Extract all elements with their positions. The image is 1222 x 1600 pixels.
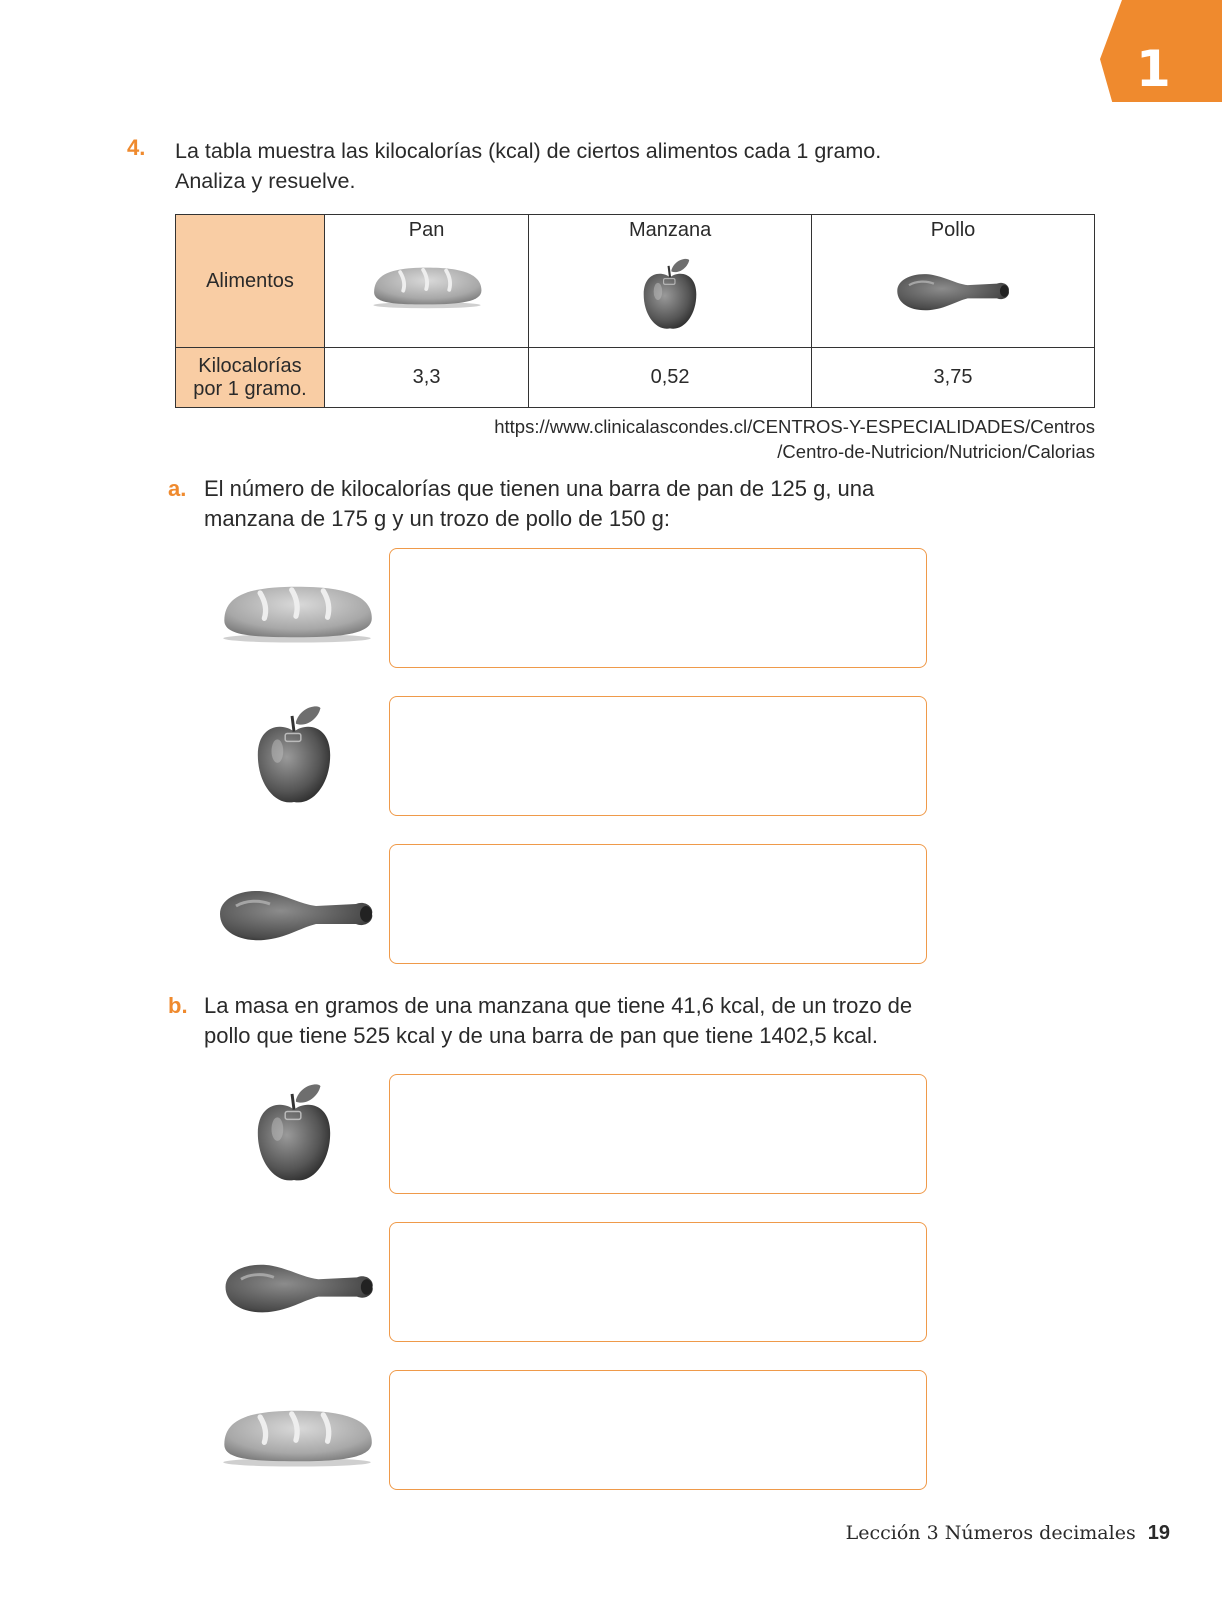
answer-box-b-pollo[interactable]: [389, 1222, 927, 1342]
food-name-pan: Pan: [408, 219, 445, 241]
question-line-2: Analiza y resuelve.: [175, 169, 356, 193]
header-kcal: [176, 348, 325, 408]
header-kcal-line-2: por 1 gramo.: [193, 377, 307, 400]
bread-icon: [368, 263, 486, 309]
answer-box-a-pollo[interactable]: [389, 844, 927, 964]
source-line-2: /Centro-de-Nutricion/Nutricion/Calorias: [777, 441, 1095, 462]
table-row-foods: [176, 215, 1095, 348]
food-name-manzana: Manzana: [628, 219, 712, 241]
page-footer: [846, 1522, 1170, 1545]
source-line-1: https://www.clinicalascondes.cl/CENTROS-Y-ESPECIALIDADES/Centros: [494, 416, 1095, 437]
calories-table: [175, 214, 1095, 408]
part-b-line-1: La masa en gramos de una manzana que tiene 41,6 kcal, de un trozo de: [204, 993, 913, 1018]
part-a-letter: a.: [168, 476, 187, 501]
answer-box-a-manzana[interactable]: [389, 696, 927, 816]
question-number: 4.: [127, 135, 146, 160]
bread-icon: [218, 1404, 376, 1468]
kcal-pollo: 3,75: [812, 348, 1095, 408]
question-text: [175, 136, 881, 196]
food-cell-manzana: [529, 215, 812, 348]
food-name-pollo: Pollo: [930, 219, 976, 241]
kcal-pan: 3,3: [325, 348, 529, 408]
apple-icon: [250, 1080, 338, 1188]
bread-icon: [218, 580, 376, 644]
chicken-leg-icon: [216, 884, 376, 944]
header-foods: Alimentos: [176, 215, 325, 348]
part-b-letter: b.: [168, 993, 188, 1018]
food-cell-pollo: [812, 215, 1095, 348]
apple-icon: [638, 255, 702, 335]
part-a-line-1: El número de kilocalorías que tienen una barra de pan de 125 g, una: [204, 476, 875, 501]
part-a-line-2: manzana de 175 g y un trozo de pollo de 150 g:: [204, 506, 671, 531]
header-kcal-line-1: Kilocalorías: [198, 354, 302, 377]
chicken-leg-icon: [893, 269, 1013, 313]
footer-topic: Números decimales: [944, 1522, 1136, 1544]
part-b-text: [204, 991, 912, 1051]
answer-box-b-pan[interactable]: [389, 1370, 927, 1490]
source-citation: [494, 414, 1095, 464]
page-number: 19: [1147, 1522, 1170, 1544]
question-line-1: La tabla muestra las kilocalorías (kcal) de ciertos alimentos cada 1 gramo.: [175, 139, 882, 163]
part-a-text: [204, 474, 874, 534]
footer-lesson: Lección 3: [845, 1522, 939, 1544]
apple-icon: [250, 702, 338, 810]
unit-number: 1: [1136, 40, 1171, 98]
food-cell-pan: [325, 215, 529, 348]
table-row-kcal: [176, 348, 1095, 408]
part-b-line-2: pollo que tiene 525 kcal y de una barra de pan que tiene 1402,5 kcal.: [204, 1023, 878, 1048]
kcal-manzana: 0,52: [529, 348, 812, 408]
answer-box-a-pan[interactable]: [389, 548, 927, 668]
answer-box-b-manzana[interactable]: [389, 1074, 927, 1194]
chicken-leg-icon: [220, 1258, 378, 1316]
